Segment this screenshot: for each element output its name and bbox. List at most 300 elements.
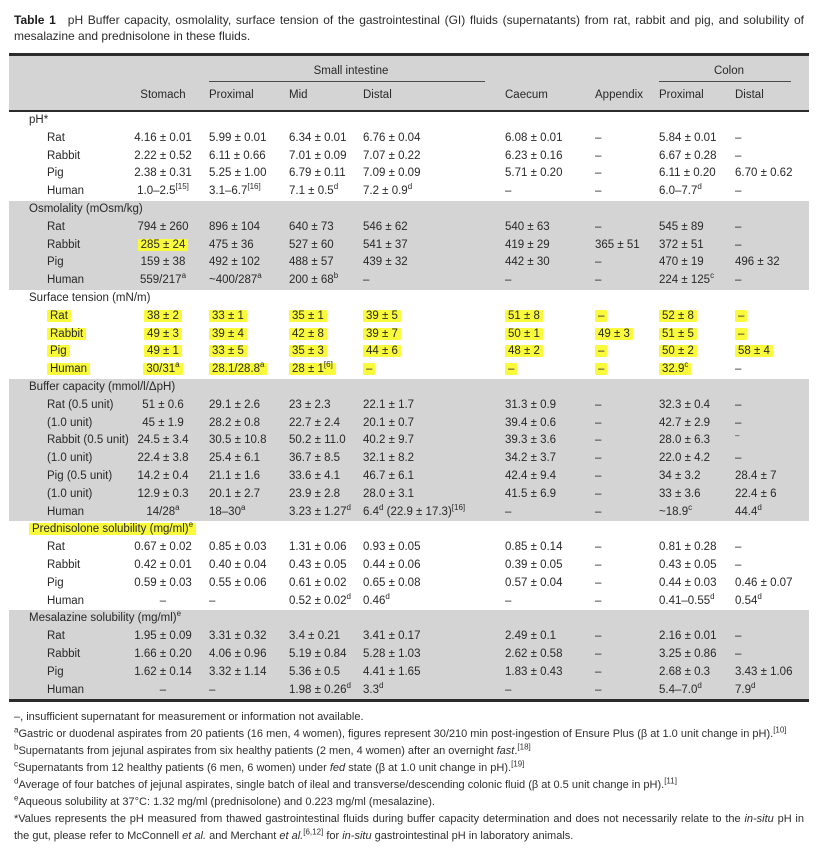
table-cell: 31.3 ± 0.9 (505, 398, 557, 411)
row-label: Pig (47, 576, 64, 589)
table-cell: 50.2 ± 11.0 (289, 434, 346, 447)
table-cell: 18–30$^a$ (209, 502, 246, 518)
table-cell: 50 ± 2 (651, 343, 727, 361)
table-cell: 6.70 ± 0.62 (735, 167, 793, 180)
table-cell: – (595, 541, 602, 554)
table-cell: 20.1 ± 2.7 (209, 487, 261, 500)
table-cell: 32.3 ± 0.4 (659, 398, 711, 411)
table-cell: 159 ± 38 (140, 256, 186, 269)
table-cell: 439 ± 32 (363, 256, 408, 269)
table-cell: 7.2 ± 0.9$^d$ (363, 182, 413, 198)
table-cell: $200 \pm 68^b$ (289, 271, 339, 287)
table-cell: – (505, 185, 512, 198)
table-cell: 0.46$^d$ (363, 591, 390, 607)
table-cell: 52 ± 8 (651, 308, 727, 326)
table-cell: – (587, 361, 651, 379)
table-cell: 35 ± 1 (281, 308, 355, 326)
table-cell: 0.54$^d$ (735, 591, 762, 607)
column-header-si-mid: Mid (289, 89, 308, 101)
footnote: $^d$Average of four batches of jejunal aspirates, single batch of ileal and transverse/descending colonic fluid (β at 0.5 unit change in pH).[11] (14, 776, 677, 792)
row-label: (1.0 unit) (47, 487, 93, 500)
table-cell: 545 ± 89 (659, 220, 704, 233)
table-cell: 48 ± 2 (497, 343, 587, 361)
table-cell: 7.09 ± 0.09 (363, 167, 421, 180)
table-cell: 5.19 ± 0.84 (289, 647, 347, 660)
row-label: Pig (0.5 unit) (47, 469, 113, 482)
table-cell: 45 ± 1.9 (142, 416, 184, 429)
section-header: Mesalazine solubility $(mg/ml)^e$ (29, 609, 182, 625)
table-cell: 32.9$^c$ (651, 361, 727, 379)
table-cell: – (735, 452, 742, 465)
table-cell: 0.55 ± 0.06 (209, 576, 267, 589)
table-cell: – (355, 361, 497, 379)
column-group-row (9, 62, 809, 84)
table-cell: 28.1/28.8$^a$ (201, 361, 281, 379)
table-cell: 51 ± 0.6 (142, 398, 184, 411)
row-label: Human (47, 274, 85, 287)
table-cell: 42.7 ± 2.9 (659, 416, 711, 429)
row-label: Rat (47, 630, 65, 643)
table-cell: – (595, 185, 602, 198)
table-cell: – (595, 167, 602, 180)
table-cell: 546 ± 62 (363, 220, 408, 233)
table-cell: 0.43 ± 0.05 (289, 558, 347, 571)
table-cell: – (595, 558, 602, 571)
table-cell: 3.23 ± 1.27$^d$ (289, 502, 351, 518)
footnotes (9, 702, 809, 845)
table-cell: 14/28$^a$ (146, 502, 180, 518)
table-cell: 6.34 ± 0.01 (289, 131, 347, 144)
row-label: Human (29, 361, 125, 379)
table-cell: 50 ± 1 (497, 326, 587, 344)
table-cell: 20.1 ± 0.7 (363, 416, 415, 429)
table-cell: 470 ± 19 (659, 256, 704, 269)
table-cell: 2.38 ± 0.31 (134, 167, 192, 180)
row-label: Pig (47, 256, 64, 269)
table-cell: 3.25 ± 0.86 (659, 647, 717, 660)
table-cell: 0.52 ± 0.02$^d$ (289, 591, 351, 607)
table-cell: 28.4 ± 7 (735, 469, 777, 482)
table-cell: 5.25 ± 1.00 (209, 167, 267, 180)
table-row (9, 165, 809, 183)
table-cell: 0.39 ± 0.05 (505, 558, 563, 571)
footnote: *Values represents the pH measured from thawed gastrointestinal fluids during buffer capacity determination and does not necessarily relate to the in-situ pH in the gut, please refer to McConnell et al. and Merchant et al.[6,12] for in-situ gastrointestinal pH in laboratory animals. (14, 813, 804, 843)
table-cell: 1.0–2.5[15] (137, 182, 189, 198)
table-cell: 39 ± 5 (355, 308, 497, 326)
table-cell: 0.40 ± 0.04 (209, 558, 267, 571)
table-cell: 5.84 ± 0.01 (659, 131, 717, 144)
row-label: Human (47, 683, 85, 696)
table-cell: 35 ± 3 (281, 343, 355, 361)
table-cell: – (735, 398, 742, 411)
table-row (9, 130, 809, 148)
row-label: Rat (47, 220, 65, 233)
table-cell: – (209, 683, 216, 696)
table-cell: 7.9$^d$ (735, 680, 756, 696)
row-label: Rabbit (0.5 unit) (47, 434, 129, 447)
data-table (9, 53, 809, 702)
table-cell: 28.0 ± 3.1 (363, 487, 415, 500)
table-cell: 4.16 ± 0.01 (134, 131, 192, 144)
table-cell: 39.3 ± 3.6 (505, 434, 557, 447)
table-cell: 29.1 ± 2.6 (209, 398, 261, 411)
table-cell: – (595, 274, 602, 287)
table-row (9, 361, 809, 379)
table-cell: 0.61 ± 0.02 (289, 576, 347, 589)
table-cell: – (595, 469, 602, 482)
table-cell: – (735, 185, 742, 198)
table-row (9, 628, 809, 646)
column-header-si-proximal: Proximal (209, 89, 254, 101)
table-cell: – (159, 594, 167, 607)
table-cell: 4.06 ± 0.96 (209, 647, 267, 660)
section-header: pH* (29, 114, 49, 126)
row-label: Rat (47, 131, 65, 144)
table-row (9, 504, 809, 522)
table-cell: 22.7 ± 2.4 (289, 416, 341, 429)
table-cell: 1.83 ± 0.43 (505, 665, 563, 678)
table-cell: 2.16 ± 0.01 (659, 630, 717, 643)
table-cell: 3.3$^d$ (363, 680, 384, 696)
table-cell: 39 ± 7 (355, 326, 497, 344)
table-row (9, 254, 809, 272)
table-cell: 32.1 ± 8.2 (363, 452, 415, 465)
table-cell: 14.2 ± 0.4 (137, 469, 189, 482)
table-cell: 0.43 ± 0.05 (659, 558, 717, 571)
table-cell: 3.41 ± 0.17 (363, 630, 421, 643)
table-caption (14, 12, 804, 44)
table-cell: – (595, 149, 602, 162)
table-cell: $224 \pm 125^c$ (659, 271, 715, 287)
table-cell: 42 ± 8 (281, 326, 355, 344)
footnote: $^c$Supernatants from 12 healthy patients (6 men, 6 women) under fed state (β at 1.0 unit change in pH).[19] (14, 759, 525, 775)
column-header-row (9, 84, 809, 106)
table-row (9, 432, 809, 450)
section-header: Surface tension (mN/m) (29, 291, 151, 304)
table-cell: – (505, 683, 512, 696)
table-row (9, 682, 809, 700)
table-cell: 488 ± 57 (289, 256, 334, 269)
row-label: Rabbit (29, 326, 125, 344)
table-cell: – (595, 452, 602, 465)
table-cell: 3.32 ± 1.14 (209, 665, 267, 678)
table-cell: 1.66 ± 0.20 (134, 647, 192, 660)
table-cell: 527 ± 60 (289, 238, 334, 251)
section-header: Osmolality (mOsm/kg) (29, 202, 143, 215)
column-header-colon-distal: Distal (735, 89, 764, 101)
table-cell: – (735, 274, 742, 287)
table-cell: 1.31 ± 0.06 (289, 541, 347, 554)
table-cell: 22.1 ± 1.7 (363, 398, 415, 411)
table-cell: 0.81 ± 0.28 (659, 541, 717, 554)
row-label: Rat (29, 308, 125, 326)
table-cell: 25.4 ± 6.1 (209, 452, 261, 465)
row-label: Rabbit (47, 558, 81, 571)
table-cell: – (595, 630, 602, 643)
table-cell: 0.41–0.55$^d$ (659, 591, 715, 607)
table-row (9, 183, 809, 201)
table-cell: 5.71 ± 0.20 (505, 167, 563, 180)
table-cell: 28.2 ± 0.8 (209, 416, 261, 429)
table-body (9, 112, 809, 699)
table-cell: – (587, 308, 651, 326)
table-cell: 28.0 ± 6.3 (659, 434, 711, 447)
table-cell: 4.41 ± 1.65 (363, 665, 421, 678)
table-cell: – (735, 431, 740, 441)
table-section (9, 112, 809, 201)
row-label: (1.0 unit) (47, 452, 93, 465)
table-cell: – (595, 220, 602, 233)
table-cell: 285 ± 24 (125, 237, 201, 255)
table-cell: 6.67 ± 0.28 (659, 149, 717, 162)
row-label: Pig (47, 665, 64, 678)
table-cell: 22.4 ± 3.8 (137, 452, 189, 465)
table-cell: – (595, 576, 602, 589)
row-label: (1.0 unit) (47, 416, 93, 429)
table-cell: – (595, 434, 602, 447)
table-cell: 12.9 ± 0.3 (137, 487, 189, 500)
table-cell: 6.23 ± 0.16 (505, 149, 563, 162)
table-cell: – (727, 308, 793, 326)
table-cell: – (595, 647, 602, 660)
table-cell: 5.99 ± 0.01 (209, 131, 267, 144)
table-cell: 492 ± 102 (209, 256, 261, 269)
table-cell: – (735, 149, 742, 162)
table-cell: 33.6 ± 4.1 (289, 469, 341, 482)
table-cell: – (587, 343, 651, 361)
table-cell: 42.4 ± 9.4 (505, 469, 557, 482)
table-cell: 24.5 ± 3.4 (137, 434, 189, 447)
table-cell: 0.42 ± 0.01 (134, 558, 192, 571)
row-label: Pig (47, 167, 64, 180)
table-row (9, 557, 809, 575)
table-cell: – (595, 416, 602, 429)
table-cell: 33 ± 3.6 (659, 487, 701, 500)
section-header: Buffer capacity (mmol/l/ΔpH) (29, 380, 176, 393)
table-section (9, 290, 809, 379)
table-row (9, 539, 809, 557)
table-cell: 0.57 ± 0.04 (505, 576, 563, 589)
table-row (9, 397, 809, 415)
table-cell: 5.28 ± 1.03 (363, 647, 421, 660)
table-cell: – (735, 630, 742, 643)
table-cell: – (363, 274, 370, 287)
table-cell: 6.08 ± 0.01 (505, 131, 563, 144)
table-cell: – (735, 238, 742, 251)
table-cell: 36.7 ± 8.5 (289, 452, 341, 465)
table-cell: 30.5 ± 10.8 (209, 434, 267, 447)
table-row (9, 664, 809, 682)
row-label: Human (47, 594, 85, 607)
table-cell: 2.22 ± 0.52 (134, 149, 192, 162)
table-cell: – (595, 665, 602, 678)
table-row (9, 450, 809, 468)
table-row (9, 575, 809, 593)
column-header-stomach: Stomach (140, 89, 186, 101)
table-cell: 49 ± 1 (125, 343, 201, 361)
table-cell: 21.1 ± 1.6 (209, 469, 261, 482)
table-cell: 0.65 ± 0.08 (363, 576, 421, 589)
table-cell: 6.0–7.7$^d$ (659, 182, 702, 198)
table-row (9, 415, 809, 433)
table-cell: 2.68 ± 0.3 (659, 665, 711, 678)
table-cell: 0.93 ± 0.05 (363, 541, 421, 554)
table-section (9, 379, 809, 521)
table-cell: 34 ± 3.2 (659, 469, 701, 482)
table-cell: 7.07 ± 0.22 (363, 149, 421, 162)
table-cell: 22.0 ± 4.2 (659, 452, 711, 465)
table-cell: 33 ± 5 (201, 343, 281, 361)
table-cell: – (595, 487, 602, 500)
table-cell: 44.4$^d$ (735, 502, 762, 518)
table-cell: – (735, 416, 742, 429)
table-cell: 3.43 ± 1.06 (735, 665, 793, 678)
table-cell: 30/31$^a$ (125, 361, 201, 379)
table-cell: – (505, 594, 512, 607)
table-cell: 6.11 ± 0.66 (209, 149, 266, 162)
row-label: Pig (29, 343, 125, 361)
column-header-si-distal: Distal (363, 89, 392, 101)
section-header: Prednisolone solubility $(mg/ml)^e$ (9, 521, 809, 539)
table-section (9, 521, 809, 610)
table-cell: 2.62 ± 0.58 (505, 647, 563, 660)
table-row (9, 219, 809, 237)
table-cell: – (735, 541, 742, 554)
table-section (9, 201, 809, 290)
table-cell: 38 ± 2 (125, 308, 201, 326)
table-cell: 6.76 ± 0.04 (363, 131, 421, 144)
footnote: $^a$Gastric or duodenal aspirates from 20 patients (16 men, 4 women), figures represent 30/210 min post-ingestion of Ensure Plus (β at 1.0 unit change in pH).[10] (14, 725, 787, 741)
table-cell: – (209, 594, 216, 607)
table-row (9, 343, 809, 361)
table-cell: 0.44 ± 0.06 (363, 558, 421, 571)
table-row (9, 237, 809, 255)
footnote: $^e$Aqueous solubility at 37°C: 1.32 mg/ml (prednisolone) and 0.223 mg/ml (mesalazine). (14, 793, 435, 809)
table-cell: 1.62 ± 0.14 (134, 665, 192, 678)
table-row (9, 308, 809, 326)
table-cell: 5.36 ± 0.5 (289, 665, 341, 678)
table-header (9, 56, 809, 112)
table-cell: – (159, 683, 167, 696)
table-cell: 640 ± 73 (289, 220, 334, 233)
row-label: Rabbit (47, 647, 81, 660)
row-label: Rat (47, 541, 65, 554)
table-cell: 51 ± 8 (497, 308, 587, 326)
column-header-colon-proximal: Proximal (659, 89, 704, 101)
table-caption-text: pH Buffer capacity, osmolality, surface tension of the gastrointestinal (GI) fluids (supernatants) from rat, rabbit and pig, and solubility of mesalazine and prednisolone in these fluids. (14, 13, 804, 43)
table-cell: 39 ± 4 (201, 326, 281, 344)
table-cell: 0.59 ± 0.03 (134, 576, 192, 589)
table-cell: 559/217$^a$ (139, 271, 187, 287)
table-cell: 496 ± 32 (735, 256, 780, 269)
table-cell: – (735, 558, 742, 571)
table-cell: 33 ± 1 (201, 308, 281, 326)
table-cell: – (727, 326, 793, 344)
table-cell: – (595, 256, 602, 269)
table-cell: 28 ± 1[6] (281, 361, 355, 379)
table-cell: ~400/287$^a$ (209, 271, 262, 287)
column-header-caecum: Caecum (505, 89, 548, 101)
table-cell: 0.46 ± 0.07 (735, 576, 793, 589)
table-cell: 40.2 ± 9.7 (363, 434, 415, 447)
table-cell: 5.4–7.0$^d$ (659, 680, 702, 696)
table-cell: 22.4 ± 6 (735, 487, 777, 500)
table-cell: 2.49 ± 0.1 (505, 630, 557, 643)
table-cell: 23 ± 2.3 (289, 398, 331, 411)
footnote: –, insufficient supernatant for measurement or information not available. (14, 711, 364, 724)
table-cell: 51 ± 5 (651, 326, 727, 344)
table-cell: 58 ± 4 (727, 343, 793, 361)
table-cell: – (735, 131, 742, 144)
table-row (9, 486, 809, 504)
table-cell: – (595, 398, 602, 411)
group-header-small-intestine: Small intestine (209, 65, 485, 82)
table-cell: – (595, 594, 602, 607)
table-cell: 1.95 ± 0.09 (134, 630, 192, 643)
table-cell: 34.2 ± 3.7 (505, 452, 557, 465)
table-cell: 3.31 ± 0.32 (209, 630, 267, 643)
table-cell: – (595, 131, 602, 144)
table-cell: – (735, 363, 742, 376)
table-row (9, 468, 809, 486)
table-cell: 896 ± 104 (209, 220, 261, 233)
table-cell: 442 ± 30 (505, 256, 550, 269)
table-cell: 41.5 ± 6.9 (505, 487, 557, 500)
row-label: Human (47, 185, 85, 198)
table-cell: 23.9 ± 2.8 (289, 487, 341, 500)
column-header-appendix: Appendix (595, 89, 643, 101)
table-cell: 540 ± 63 (505, 220, 550, 233)
table-row (9, 148, 809, 166)
table-cell: 0.44 ± 0.03 (659, 576, 717, 589)
table-cell: ~18.9$^c$ (659, 502, 693, 518)
table-cell: – (497, 361, 587, 379)
table-cell: 49 ± 3 (587, 326, 651, 344)
table-number: Table 1 (14, 13, 56, 27)
table-cell: 49 ± 3 (125, 326, 201, 344)
table-cell: – (505, 505, 512, 518)
table-row (9, 272, 809, 290)
row-label: Rabbit (47, 238, 81, 251)
table-cell: 372 ± 51 (659, 238, 704, 251)
table-row (9, 646, 809, 664)
table-cell: 7.1 ± 0.5$^d$ (289, 182, 339, 198)
table-cell: 6.4$^d$ (22.9 ± 17.3)[16] (363, 502, 466, 518)
table-cell: 419 ± 29 (505, 238, 550, 251)
table-cell: 39.4 ± 0.6 (505, 416, 557, 429)
table-cell: 365 ± 51 (595, 238, 640, 251)
table-cell: 475 ± 36 (209, 238, 254, 251)
table-cell: 794 ± 260 (137, 220, 189, 233)
table-row (9, 593, 809, 611)
table-cell: 46.7 ± 6.1 (363, 469, 415, 482)
table-cell: 6.11 ± 0.20 (659, 167, 716, 180)
table-cell: 541 ± 37 (363, 238, 408, 251)
table-cell: – (595, 683, 602, 696)
row-label: Rat (0.5 unit) (47, 398, 114, 411)
table-section (9, 610, 809, 699)
table-cell: 1.98 ± 0.26$^d$ (289, 680, 351, 696)
table-cell: 0.85 ± 0.14 (505, 541, 563, 554)
group-header-colon: Colon (659, 65, 791, 82)
footnote: $^b$Supernatants from jejunal aspirates from six healthy patients (2 men, 4 women) after an overnight fast.[18] (14, 742, 531, 758)
table-cell: 44 ± 6 (355, 343, 497, 361)
table-cell: 6.79 ± 0.11 (289, 167, 346, 180)
table-cell: 3.4 ± 0.21 (289, 630, 341, 643)
table-cell: 0.85 ± 0.03 (209, 541, 267, 554)
table-cell: 0.67 ± 0.02 (134, 541, 192, 554)
table-row (9, 326, 809, 344)
